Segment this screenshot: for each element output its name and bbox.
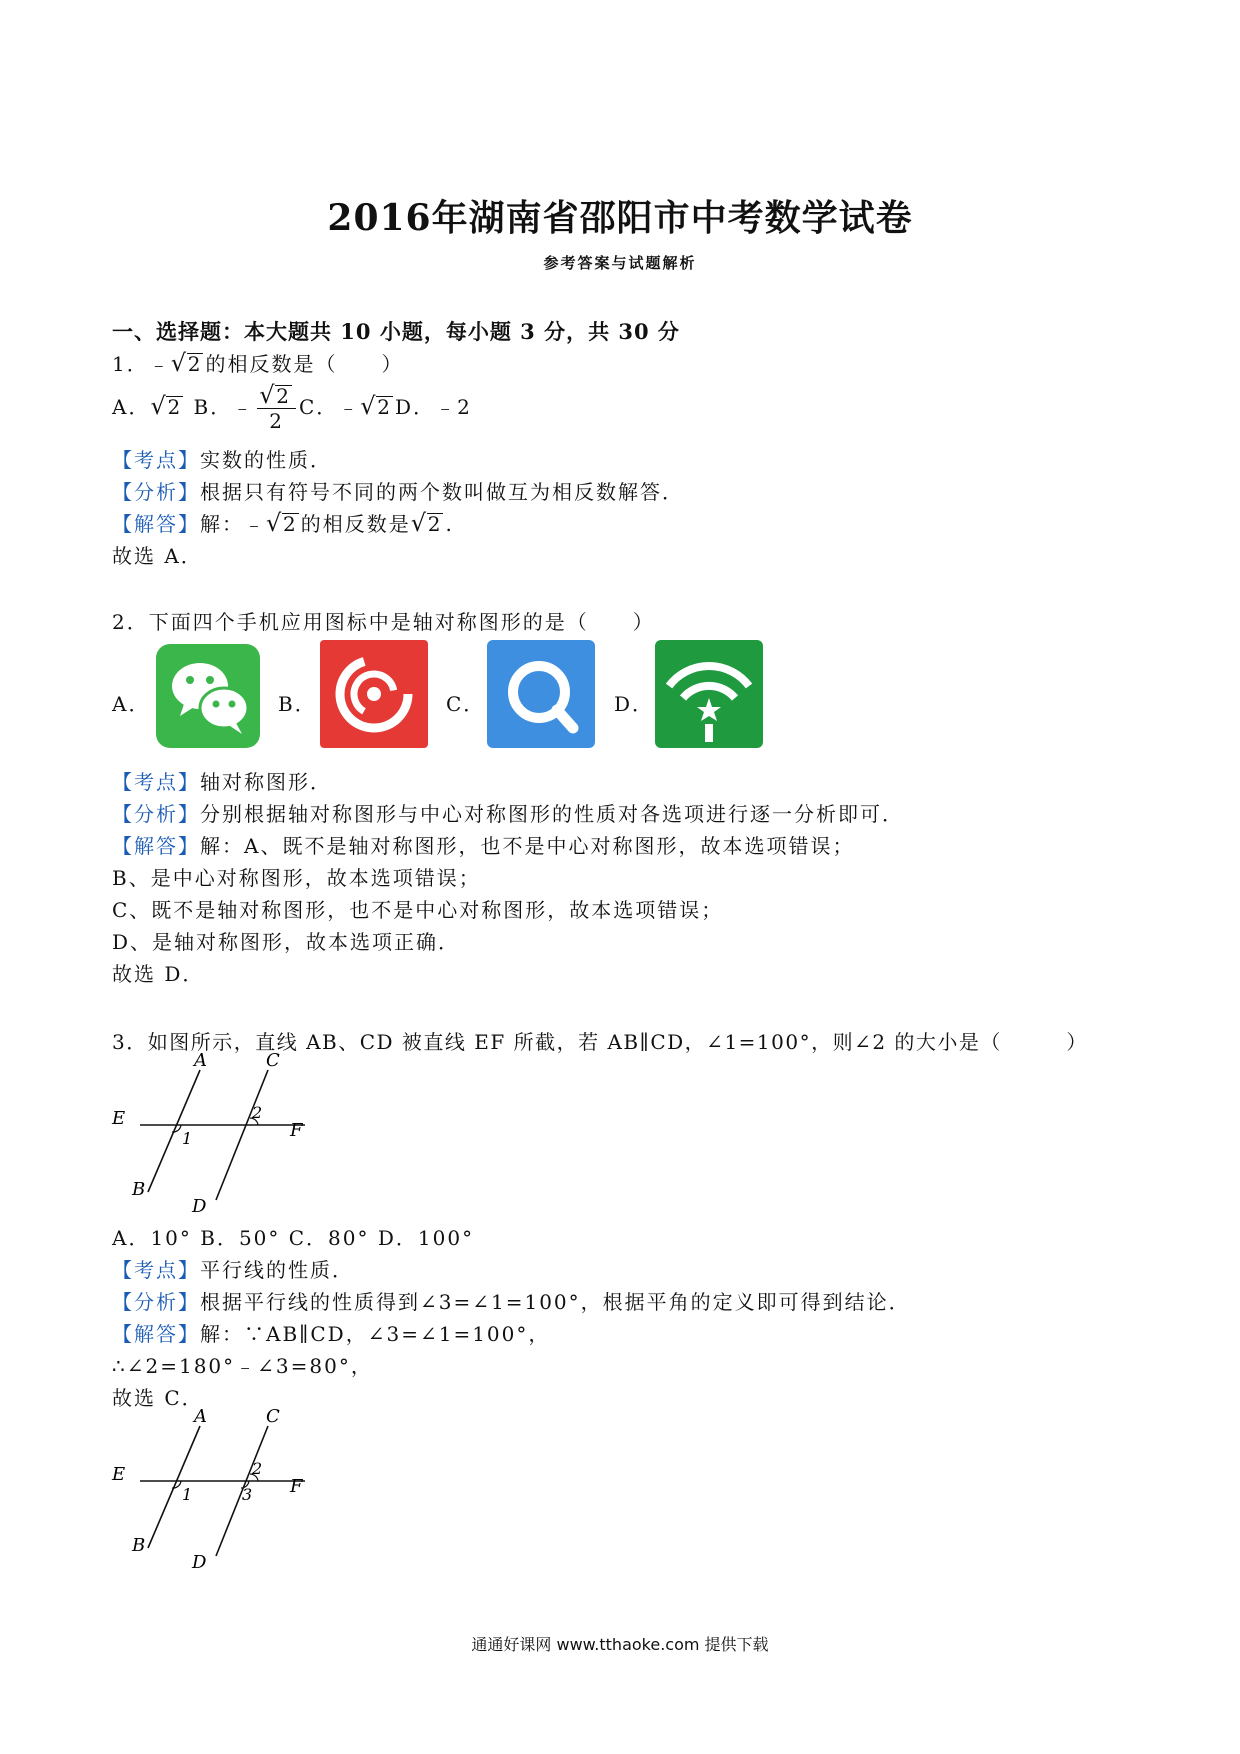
label-c: C bbox=[266, 1052, 280, 1071]
q3-kaodian: 【考点】平行线的性质． bbox=[112, 1258, 354, 1282]
q1-conclusion: 故选 A． bbox=[112, 544, 203, 568]
label-3: 3 bbox=[242, 1485, 253, 1504]
wifi-star-icon bbox=[655, 640, 763, 748]
q3-jieda: 【解答】解：∵AB∥CD，∠3=∠1=100°， bbox=[112, 1322, 551, 1346]
q3-stem: 3．如图所示，直线 AB、CD 被直线 EF 所截，若 AB∥CD，∠1=100°，则∠2 的大小是（ ） bbox=[112, 1030, 1088, 1054]
q2-jieda: 【解答】解：A、既不是轴对称图形，也不是中心对称图形，故本选项错误； bbox=[112, 834, 855, 858]
jieda-tag: 【解答】 bbox=[112, 512, 200, 536]
kaodian-tag: 【考点】 bbox=[112, 448, 200, 472]
q1-fenxi: 【分析】根据只有符号不同的两个数叫做互为相反数解答． bbox=[112, 480, 684, 504]
q3-solution-figure bbox=[110, 1408, 310, 1570]
label-2: 2 bbox=[252, 1103, 263, 1122]
q1-kaodian: 【考点】实数的性质． bbox=[112, 448, 332, 472]
label-c-2: C bbox=[266, 1408, 280, 1427]
q1-opt-a-radical: √ 2 bbox=[152, 395, 183, 419]
phoenix-icon bbox=[320, 640, 428, 748]
q2-fenxi: 【分析】分别根据轴对称图形与中心对称图形的性质对各选项进行逐一分析即可． bbox=[112, 802, 904, 826]
label-d-2: D bbox=[192, 1552, 207, 1570]
q1-stem bbox=[112, 348, 403, 377]
label-a-2: A bbox=[194, 1408, 207, 1427]
q2-line-d: D、是轴对称图形，故本选项正确． bbox=[112, 930, 461, 954]
paper-subtitle: 参考答案与试题解析 bbox=[543, 254, 697, 272]
label-b: B bbox=[132, 1179, 146, 1200]
q1-stem-radical: √ 2 bbox=[173, 352, 204, 376]
paper-title: 2016年湖南省邵阳市中考数学试卷 bbox=[327, 197, 913, 239]
q2-line-b: B、是中心对称图形，故本选项错误； bbox=[112, 866, 481, 890]
footer-source: 通通好课网 www.tthaoke.com 提供下载 bbox=[471, 1635, 769, 1654]
line-cd bbox=[216, 1070, 268, 1200]
q1-stem-suffix: 的相反数是（ ） bbox=[205, 352, 404, 376]
fenxi-tag: 【分析】 bbox=[112, 480, 200, 504]
q2-stem: 2．下面四个手机应用图标中是轴对称图形的是（ ） bbox=[112, 610, 655, 634]
q1-opt-c-radical: √ 2 bbox=[362, 395, 393, 419]
q3-fenxi: 【分析】根据平行线的性质得到∠3=∠1=100°，根据平角的定义即可得到结论． bbox=[112, 1290, 911, 1314]
q2-kaodian: 【考点】轴对称图形． bbox=[112, 770, 332, 794]
q2-label-b: B． bbox=[278, 692, 317, 716]
label-1: 1 bbox=[182, 1129, 193, 1148]
q1-opt-b-fraction: √ $\frac{2}{2}$ bbox=[257, 384, 296, 433]
label-a: A bbox=[194, 1052, 207, 1071]
label-b-2: B bbox=[132, 1535, 146, 1556]
q2-line-c: C、既不是轴对称图形，也不是中心对称图形，故本选项错误； bbox=[112, 898, 724, 922]
section-heading: 一、选择题：本大题共 10 小题，每小题 3 分，共 30 分 bbox=[112, 319, 680, 344]
q2-label-a: A． bbox=[112, 692, 151, 716]
q1-jieda: 【解答】解：﹣√ 2 的相反数是√ 2 . bbox=[112, 508, 454, 537]
line-ab bbox=[148, 1070, 200, 1192]
label-e-2: E bbox=[112, 1464, 126, 1485]
label-1-2: 1 bbox=[182, 1485, 193, 1504]
q2-conclusion: 故选 D． bbox=[112, 962, 205, 986]
q3-conclusion: 故选 C． bbox=[112, 1386, 204, 1410]
label-f: F bbox=[290, 1120, 303, 1141]
q1-options: A．√ 2 B．﹣ √ $\frac{2}{2}$ C．﹣√ 2 D．﹣2 bbox=[112, 384, 472, 433]
q3-options: A．10° B．50° C．80° D．100° bbox=[112, 1226, 475, 1250]
wechat-icon bbox=[156, 644, 260, 748]
search-q-icon bbox=[487, 640, 595, 748]
label-2-2: 2 bbox=[252, 1459, 263, 1478]
label-f-2: F bbox=[290, 1476, 303, 1497]
q2-label-d: D． bbox=[614, 692, 655, 716]
q1-stem-prefix: 1．﹣ bbox=[112, 352, 171, 376]
q3-figure bbox=[110, 1052, 310, 1214]
q2-label-c: C． bbox=[446, 692, 486, 716]
q3-step2: ∴∠2=180°﹣∠3=80°， bbox=[112, 1354, 373, 1378]
label-e: E bbox=[112, 1108, 126, 1129]
label-d: D bbox=[192, 1196, 207, 1214]
